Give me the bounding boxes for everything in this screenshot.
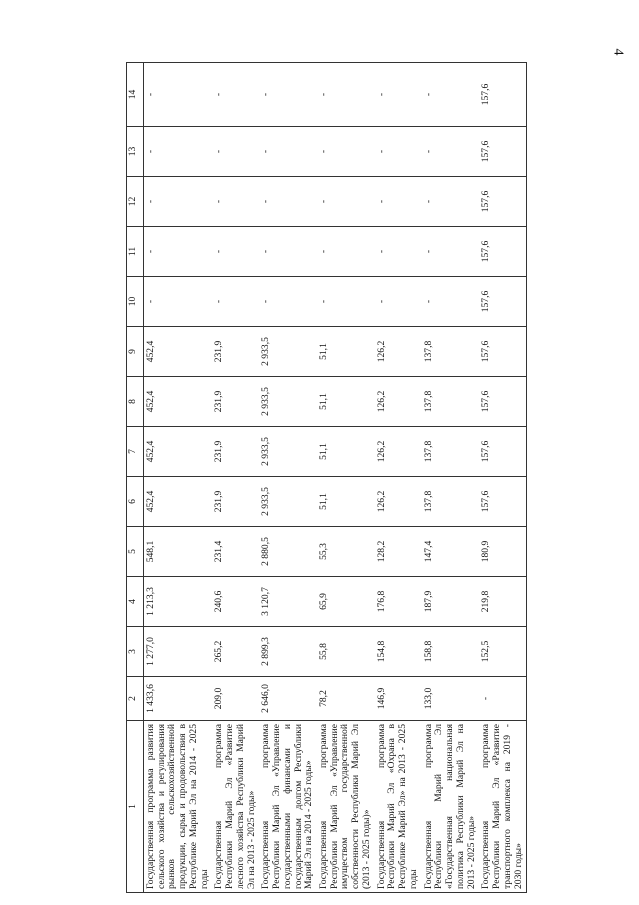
program-name-cell: Государственная программа Республики Марий Эл «Управление государственными финансами и государственным долгом Республики Марий Эл на 2014 - 2025 годы» (259, 721, 317, 893)
value-cell: 126,2 (375, 327, 422, 377)
value-cell: - (479, 677, 526, 721)
value-cell: 176,8 (375, 577, 422, 627)
value-cell: - (212, 177, 259, 227)
value-cell: - (317, 177, 375, 227)
program-name-cell: Государственная программа Республики Марий Эл «Развитие лесного хозяйства Республики Марий Эл на 2013 - 2025 годы» (212, 721, 259, 893)
value-cell: 231,9 (212, 377, 259, 427)
value-cell: - (259, 227, 317, 277)
value-cell: - (212, 127, 259, 177)
value-cell: - (144, 63, 213, 127)
value-cell: 137,8 (422, 477, 480, 527)
value-cell: 2 646,0 (259, 677, 317, 721)
value-cell: - (317, 277, 375, 327)
value-cell: 231,9 (212, 327, 259, 377)
value-cell: 126,2 (375, 377, 422, 427)
value-cell: 147,4 (422, 527, 480, 577)
value-cell: 157,6 (479, 63, 526, 127)
program-name-cell: Государственная программа Республики Марий Эл «Охрана в Республике Марий Эл» на 2013 - 2025 годы (375, 721, 422, 893)
value-cell: 126,2 (375, 477, 422, 527)
value-cell: 209,0 (212, 677, 259, 721)
value-cell: 219,8 (479, 577, 526, 627)
table-row (479, 63, 526, 893)
value-cell: 180,9 (479, 527, 526, 577)
program-name-cell: Государственная программа развития сельского хозяйства и регулирования рынков сельскохозяйственной продукции, сырья и продовольствия в Республике Марий Эл на 2014 - 2025 годы (144, 721, 213, 893)
table-row (259, 63, 317, 893)
value-cell: - (422, 127, 480, 177)
value-cell: 2 880,5 (259, 527, 317, 577)
value-cell: - (317, 227, 375, 277)
value-cell: 240,6 (212, 577, 259, 627)
column-header: 7 (127, 427, 144, 477)
value-cell: - (259, 127, 317, 177)
value-cell: 157,6 (479, 327, 526, 377)
value-cell: 452,4 (144, 377, 213, 427)
table-row (317, 63, 375, 893)
table-row (375, 63, 422, 893)
value-cell: 55,3 (317, 527, 375, 577)
column-header: 9 (127, 327, 144, 377)
value-cell: - (259, 277, 317, 327)
column-header: 8 (127, 377, 144, 427)
column-header: 5 (127, 527, 144, 577)
column-header: 2 (127, 677, 144, 721)
value-cell: 157,6 (479, 477, 526, 527)
value-cell: 158,8 (422, 627, 480, 677)
value-cell: 154,8 (375, 627, 422, 677)
column-header: 12 (127, 177, 144, 227)
value-cell: - (144, 127, 213, 177)
value-cell: - (212, 277, 259, 327)
value-cell: 3 120,7 (259, 577, 317, 627)
value-cell: 51,1 (317, 427, 375, 477)
column-header: 10 (127, 277, 144, 327)
value-cell: 231,4 (212, 527, 259, 577)
value-cell: 265,2 (212, 627, 259, 677)
value-cell: - (375, 127, 422, 177)
value-cell: - (375, 177, 422, 227)
value-cell: 2 899,3 (259, 627, 317, 677)
table-row (422, 63, 480, 893)
value-cell: 137,8 (422, 377, 480, 427)
value-cell: 152,5 (479, 627, 526, 677)
column-header: 1 (127, 721, 144, 893)
column-header: 6 (127, 477, 144, 527)
column-header: 14 (127, 63, 144, 127)
value-cell: - (259, 63, 317, 127)
value-cell: - (375, 277, 422, 327)
table-row (144, 63, 213, 893)
value-cell: 2 933,5 (259, 327, 317, 377)
table-header-row (127, 63, 144, 893)
rotated-table-container (126, 63, 626, 893)
value-cell: - (144, 177, 213, 227)
value-cell: 133,0 (422, 677, 480, 721)
value-cell: 78,2 (317, 677, 375, 721)
value-cell: 2 933,5 (259, 377, 317, 427)
value-cell: - (144, 227, 213, 277)
column-header: 13 (127, 127, 144, 177)
value-cell: - (259, 177, 317, 227)
value-cell: - (317, 63, 375, 127)
value-cell: 51,1 (317, 377, 375, 427)
value-cell: - (144, 277, 213, 327)
value-cell: 231,9 (212, 427, 259, 477)
value-cell: - (212, 227, 259, 277)
value-cell: 548,1 (144, 527, 213, 577)
value-cell: - (422, 177, 480, 227)
column-header: 11 (127, 227, 144, 277)
value-cell: - (422, 277, 480, 327)
program-name-cell: Государственная программа Республики Марий Эл «Государственная национальная политика Республики Марий Эл на 2013 - 2025 годы» (422, 721, 480, 893)
value-cell: 157,6 (479, 227, 526, 277)
value-cell: 51,1 (317, 477, 375, 527)
value-cell: 452,4 (144, 477, 213, 527)
value-cell: 137,8 (422, 427, 480, 477)
table-body (144, 63, 527, 893)
value-cell: 1 213,3 (144, 577, 213, 627)
value-cell: 2 933,5 (259, 477, 317, 527)
value-cell: 157,6 (479, 177, 526, 227)
program-name-cell: Государственная программа Республики Марий Эл «Развитие транспортного комплекса на 2019 - 2030 годы» (479, 721, 526, 893)
program-name-cell: Государственная программа Республики Марий Эл «Управление имуществом государственной собственности Республики Марий Эл (2013 - 2025 годы)» (317, 721, 375, 893)
value-cell: 452,4 (144, 327, 213, 377)
value-cell: - (317, 127, 375, 177)
value-cell: 1 433,6 (144, 677, 213, 721)
column-header: 4 (127, 577, 144, 627)
value-cell: 157,6 (479, 427, 526, 477)
value-cell: 157,6 (479, 127, 526, 177)
value-cell: 1 277,0 (144, 627, 213, 677)
value-cell: 126,2 (375, 427, 422, 477)
value-cell: - (375, 227, 422, 277)
table-row (212, 63, 259, 893)
value-cell: 55,8 (317, 627, 375, 677)
value-cell: 452,4 (144, 427, 213, 477)
value-cell: 157,6 (479, 377, 526, 427)
value-cell: - (422, 227, 480, 277)
value-cell: 65,9 (317, 577, 375, 627)
value-cell: 2 933,5 (259, 427, 317, 477)
value-cell: 146,9 (375, 677, 422, 721)
value-cell: - (375, 63, 422, 127)
value-cell: - (422, 63, 480, 127)
column-header: 3 (127, 627, 144, 677)
value-cell: 137,8 (422, 327, 480, 377)
value-cell: 187,9 (422, 577, 480, 627)
budget-table (126, 62, 527, 893)
value-cell: 128,2 (375, 527, 422, 577)
page-number: 4 (610, 48, 626, 56)
value-cell: 51,1 (317, 327, 375, 377)
value-cell: - (212, 63, 259, 127)
value-cell: 157,6 (479, 277, 526, 327)
value-cell: 231,9 (212, 477, 259, 527)
